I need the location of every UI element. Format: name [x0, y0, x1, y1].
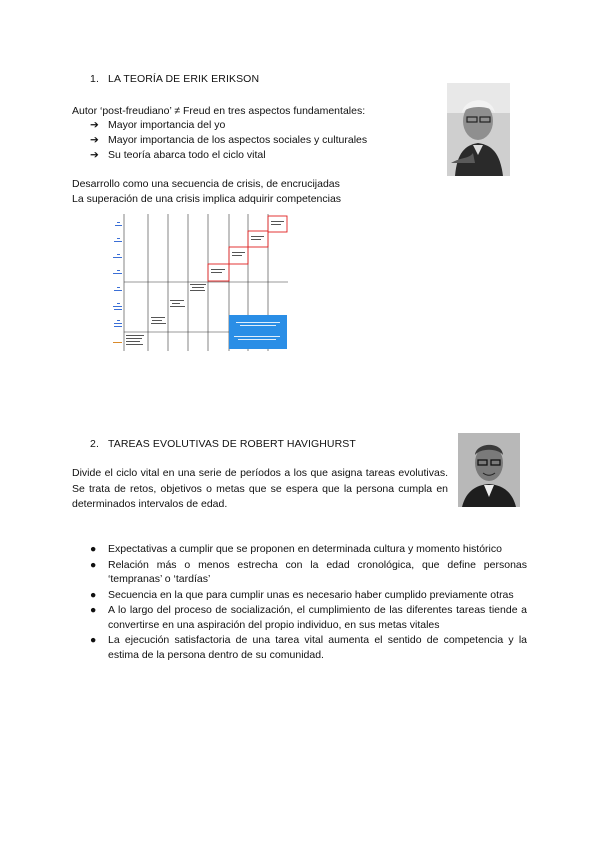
list-item-text: La ejecución satisfactoria de una tarea vital aumenta el sentido de competencia y la estima de la persona dentro de su comunidad.	[108, 634, 527, 661]
arrow-item	[90, 148, 266, 162]
bullet-dot-icon: ●	[90, 558, 97, 571]
section2-bullet-list	[90, 542, 527, 663]
havighurst-portrait	[458, 433, 520, 507]
bullet-dot-icon: ●	[90, 604, 97, 616]
arrow-item	[90, 118, 225, 132]
list-item	[90, 633, 527, 662]
section1-line1: Desarrollo como una secuencia de crisis, de encrucijadas	[72, 178, 340, 190]
erikson-stages-chart	[108, 214, 288, 351]
list-item	[90, 588, 527, 603]
section1-heading	[90, 73, 259, 85]
section1-number: 1.	[90, 73, 99, 85]
section2-title: TAREAS EVOLUTIVAS DE ROBERT HAVIGHURST	[108, 438, 356, 450]
list-item-text: Relación más o menos estrecha con la edad cronológica, que define personas ‘tempranas’ o ‘tardías’	[108, 558, 527, 585]
list-item-text: Expectativas a cumplir que se proponen en determinada cultura y momento histórico	[108, 543, 502, 555]
list-item-text: Secuencia en la que para cumplir unas es necesario haber cumplido previamente otras	[108, 588, 514, 601]
section2-heading	[90, 438, 356, 450]
list-item-text: A lo largo del proceso de socialización, el cumplimiento de las diferentes tareas tiende a convertirse en una aspiración del propio individuo, en sus metas vitales	[108, 604, 527, 631]
section2-paragraph: Divide el ciclo vital en una serie de períodos a los que asigna tareas evolutivas. Se trata de retos, objetivos o metas que se espera que la persona cumpla en determinados intervalos de edad.	[72, 467, 448, 510]
section1-title: LA TEORÍA DE ERIK ERIKSON	[108, 73, 260, 85]
erikson-portrait	[447, 83, 510, 176]
list-item	[90, 542, 527, 557]
havighurst-portrait-graphic	[458, 433, 520, 507]
bullet-dot-icon: ●	[90, 543, 97, 555]
list-item	[90, 558, 527, 587]
bullet-dot-icon: ●	[90, 634, 97, 646]
list-item	[90, 603, 527, 632]
arrow-item-text: Su teoría abarca todo el ciclo vital	[108, 149, 266, 161]
arrow-item-text: Mayor importancia del yo	[108, 119, 226, 131]
arrow-item-text: Mayor importancia de los aspectos sociales y culturales	[108, 134, 368, 146]
bullet-dot-icon: ●	[90, 588, 97, 601]
erikson-stages-grid	[108, 214, 288, 351]
section2-number: 2.	[90, 438, 99, 450]
arrow-item	[90, 133, 367, 147]
section1-intro: Autor ‘post-freudiano’ ≠ Freud en tres aspectos fundamentales:	[72, 105, 366, 117]
right-arrow-icon: ➔	[90, 119, 99, 131]
erikson-portrait-graphic	[447, 83, 510, 176]
section1-line2: La superación de una crisis implica adquirir competencias	[72, 193, 342, 205]
right-arrow-icon: ➔	[90, 134, 99, 146]
right-arrow-icon: ➔	[90, 149, 99, 161]
